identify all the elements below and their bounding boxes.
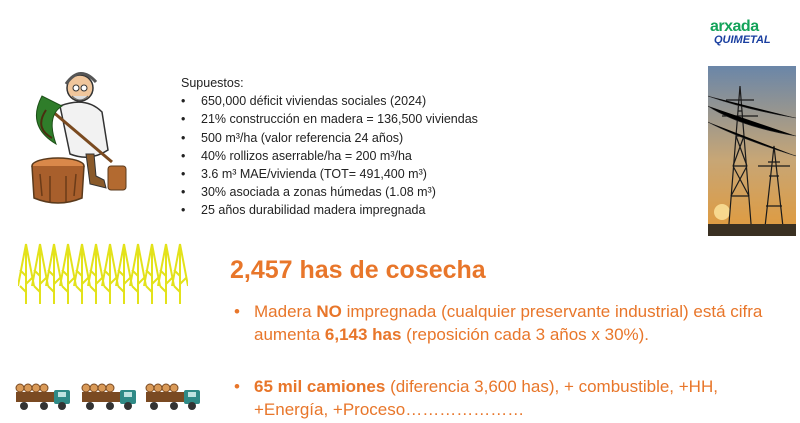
assumptions-list	[181, 74, 641, 220]
emphasis-hectares: 6,143 has	[324, 325, 402, 344]
company-logo	[704, 20, 788, 46]
bullet-text: 65 mil camiones (diferencia 3,600 has), + combustible, +HH, +Energía, +Proceso…………………	[254, 377, 718, 419]
logo-line2: QUIMETAL	[714, 34, 771, 46]
log-truck-icon	[16, 384, 70, 410]
bullet-text: Madera NO impregnada (cualquier preservante industrial) está cifra aumenta 6,143 has (reposición cada 3 años x 30%).	[254, 302, 763, 344]
bullet-point-untreated-wood	[234, 300, 794, 346]
assumption-item: • 40% rollizos aserrable/ha = 200 m³/ha	[181, 147, 641, 165]
bullet-point-trucks	[234, 375, 794, 421]
assumption-item: • 25 años durabilidad madera impregnada	[181, 201, 641, 219]
assumption-item: • 3.6 m³ MAE/vivienda (TOT= 491,400 m³)	[181, 165, 641, 183]
power-pylons-image	[708, 66, 796, 236]
bullet-icon: •	[234, 377, 240, 396]
assumptions-title: Supuestos:	[181, 76, 244, 90]
assumption-item: • 500 m³/ha (valor referencia 24 años)	[181, 129, 641, 147]
emphasis-no: NO	[316, 302, 342, 321]
logo-line1: arxada	[710, 18, 759, 35]
lumberjack-cartoon-icon	[16, 66, 136, 214]
harvest-headline: 2,457 has de cosecha	[230, 256, 486, 284]
bullet-icon: •	[234, 302, 240, 321]
assumption-item: • 21% construcción en madera = 136,500 viviendas	[181, 110, 641, 128]
emphasis-trucks: 65 mil camiones	[254, 377, 386, 396]
trees-icon	[18, 240, 188, 306]
log-trucks-row	[14, 380, 214, 412]
assumption-item: • 30% asociada a zonas húmedas (1.08 m³)	[181, 183, 641, 201]
assumption-item: • 650,000 déficit viviendas sociales (2024)	[181, 92, 641, 110]
